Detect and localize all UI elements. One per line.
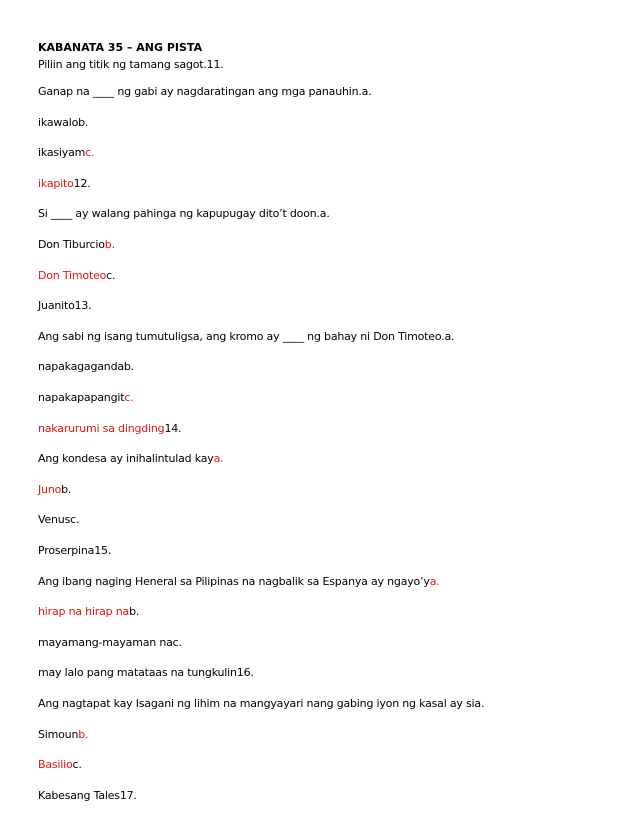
- line-text: mayamang-mayaman nac.: [38, 636, 182, 649]
- highlighted-answer-text: c.: [85, 146, 95, 159]
- line-text: may lalo pang matataas na tungkulin16.: [38, 666, 254, 679]
- line-text: Juanito13.: [38, 299, 92, 312]
- line-text: Simoun: [38, 728, 79, 741]
- line-text: Ang ibang naging Heneral sa Pilipinas na nagbalik sa Espanya ay ngayo’y: [38, 575, 430, 588]
- line-text: b.: [61, 483, 72, 496]
- line-text: 12.: [73, 177, 91, 190]
- document-line: [38, 758, 82, 772]
- document-line: [38, 666, 254, 680]
- highlighted-answer-text: a.: [429, 575, 440, 588]
- highlighted-answer-text: Don Timoteo: [38, 269, 107, 282]
- highlighted-answer-text: ikapito: [38, 177, 74, 190]
- document-line: [38, 483, 71, 497]
- document-line: [38, 85, 372, 99]
- line-text: Ang kondesa ay inihalintulad kay: [38, 452, 214, 465]
- line-text: 14.: [164, 422, 182, 435]
- line-text: ikasiyam: [38, 146, 86, 159]
- highlighted-answer-text: Basilio: [38, 758, 73, 771]
- line-text: c.: [106, 269, 116, 282]
- document-line: [38, 207, 330, 221]
- highlighted-answer-text: c.: [124, 391, 134, 404]
- document-line: [38, 789, 137, 803]
- document-line: [38, 636, 182, 650]
- instruction-text: Piliin ang titik ng tamang sagot.11.: [38, 58, 224, 71]
- document-line: [38, 697, 484, 711]
- document-line: [38, 330, 454, 344]
- document-line: [38, 452, 223, 466]
- highlighted-answer-text: b.: [78, 728, 89, 741]
- document-line: [38, 728, 88, 742]
- line-text: ikawalob.: [38, 116, 89, 129]
- line-text: Ganap na ____ ng gabi ay nagdaratingan ang mga panauhin.a.: [38, 85, 372, 98]
- document-line: [38, 299, 92, 313]
- line-text: napakagagandab.: [38, 360, 134, 373]
- document-line: [38, 146, 94, 160]
- line-text: Ang nagtapat kay Isagani ng lihim na mangyayari nang gabing iyon ng kasal ay sia.: [38, 697, 485, 710]
- document-line: [38, 575, 440, 589]
- line-text: b.: [129, 605, 140, 618]
- highlighted-answer-text: Juno: [38, 483, 62, 496]
- line-text: Ang sabi ng isang tumutuligsa, ang kromo ay ____ ng bahay ni Don Timoteo.a.: [38, 330, 455, 343]
- line-text: Kabesang Tales17.: [38, 789, 137, 802]
- highlighted-answer-text: a.: [213, 452, 224, 465]
- document-title: KABANATA 35 – ANG PISTA: [38, 41, 203, 54]
- line-text: Don Tiburcio: [38, 238, 105, 251]
- document-line: [38, 360, 134, 374]
- line-text: c.: [72, 758, 82, 771]
- highlighted-answer-text: hirap na hirap na: [38, 605, 130, 618]
- document-line: [38, 605, 139, 619]
- document-line: [38, 177, 91, 191]
- highlighted-answer-text: b.: [104, 238, 115, 251]
- line-text: Venusc.: [38, 513, 80, 526]
- document-line: [38, 116, 88, 130]
- highlighted-answer-text: nakarurumi sa dingding: [38, 422, 165, 435]
- document-line: [38, 513, 79, 527]
- line-text: napakapapangit: [38, 391, 125, 404]
- document-line: [38, 269, 115, 283]
- document-line: [38, 238, 115, 252]
- line-text: Si ____ ay walang pahinga ng kapupugay dito’t doon.a.: [38, 207, 330, 220]
- document-line: [38, 422, 181, 436]
- document-line: [38, 544, 111, 558]
- document-line: [38, 391, 133, 405]
- line-text: Proserpina15.: [38, 544, 112, 557]
